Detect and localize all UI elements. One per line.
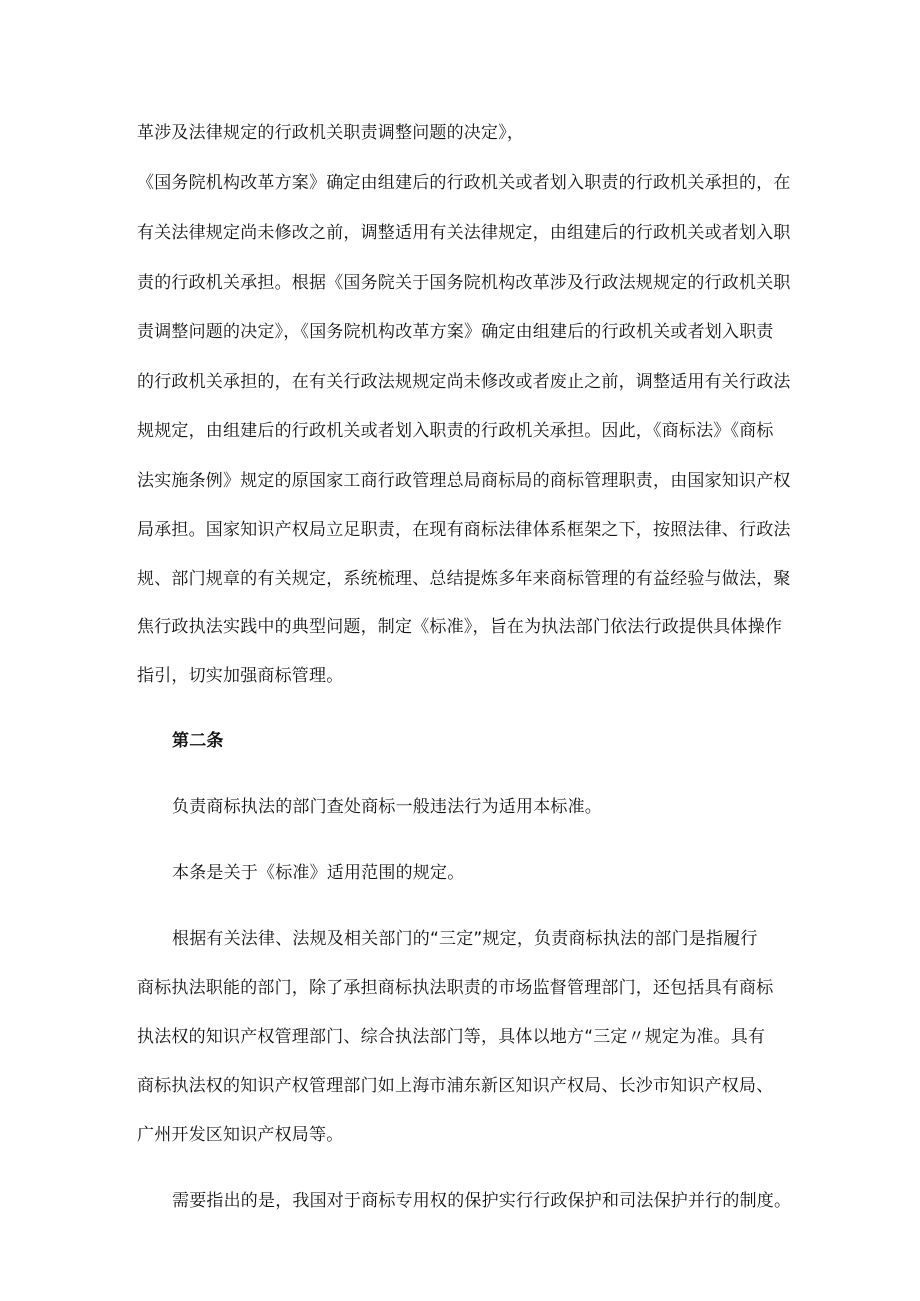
paragraph-1-line-2: 《国务院机构改革方案》确定由组建后的行政机关或者划入职责的行政机关承担的，在 — [137, 173, 791, 193]
paragraph-2-line-4: 商标执法权的知识产权管理部门如上海市浦东新区知识产权局、长沙市知识产权局、 — [137, 1076, 774, 1096]
paragraph-1-line-7: 规规定，由组建后的行政机关或者划入职责的行政机关承担。因此，《商标法》《商标 — [137, 421, 774, 441]
commentary-text: 本条是关于《标准》适用范围的规定。 — [172, 863, 465, 883]
paragraph-1-line-10: 规、部门规章的有关规定，系统梳理、总结提炼多年来商标管理的有益经验与做法，聚 — [137, 569, 791, 589]
paragraph-1-line-12: 指引，切实加强商标管理。 — [137, 666, 344, 686]
paragraph-2-line-3: 执法权的知识产权管理部门、综合执法部门等，具体以地方“三定〃规定为准。具有 — [137, 1027, 766, 1047]
paragraph-1-line-3: 有关法律规定尚未修改之前，调整适用有关法律规定，由组建后的行政机关或者划入职 — [137, 223, 791, 243]
paragraph-1-line-9: 局承担。国家知识产权局立足职责，在现有商标法律体系框架之下，按照法律、行政法 — [137, 520, 791, 540]
paragraph-3-line-1: 需要指出的是，我国对于商标专用权的保护实行行政保护和司法保护并行的制度。 — [172, 1191, 792, 1211]
paragraph-1-line-1: 革涉及法律规定的行政机关职责调整问题的决定》， — [137, 123, 525, 143]
article-text: 负责商标执法的部门查处商标一般违法行为适用本标准。 — [172, 797, 602, 817]
paragraph-2-line-2: 商标执法职能的部门，除了承担商标执法职责的市场监督管理部门，还包括具有商标 — [137, 978, 774, 998]
paragraph-2-line-5: 广州开发区知识产权局等。 — [137, 1125, 344, 1145]
paragraph-1-line-11: 焦行政执法实践中的典型问题，制定《标准》，旨在为执法部门依法行政提供具体操作 — [137, 617, 783, 637]
paragraph-2-line-1: 根据有关法律、法规及相关部门的“三定”规定，负责商标执法的部门是指履行 — [172, 929, 758, 949]
paragraph-1-line-4: 责的行政机关承担。根据《国务院关于国务院机构改革涉及行政法规规定的行政机关职 — [137, 273, 791, 293]
paragraph-1-line-5: 责调整问题的决定》，《国务院机构改革方案》确定由组建后的行政机关或者划入职责 — [137, 322, 774, 342]
article-heading: 第二条 — [172, 731, 224, 751]
paragraph-1-line-6: 的行政机关承担的，在有关行政法规规定尚未修改或者废止之前，调整适用有关行政法 — [137, 372, 791, 392]
paragraph-1-line-8: 法实施条例》规定的原国家工商行政管理总局商标局的商标管理职责，由国家知识产权 — [137, 471, 791, 491]
